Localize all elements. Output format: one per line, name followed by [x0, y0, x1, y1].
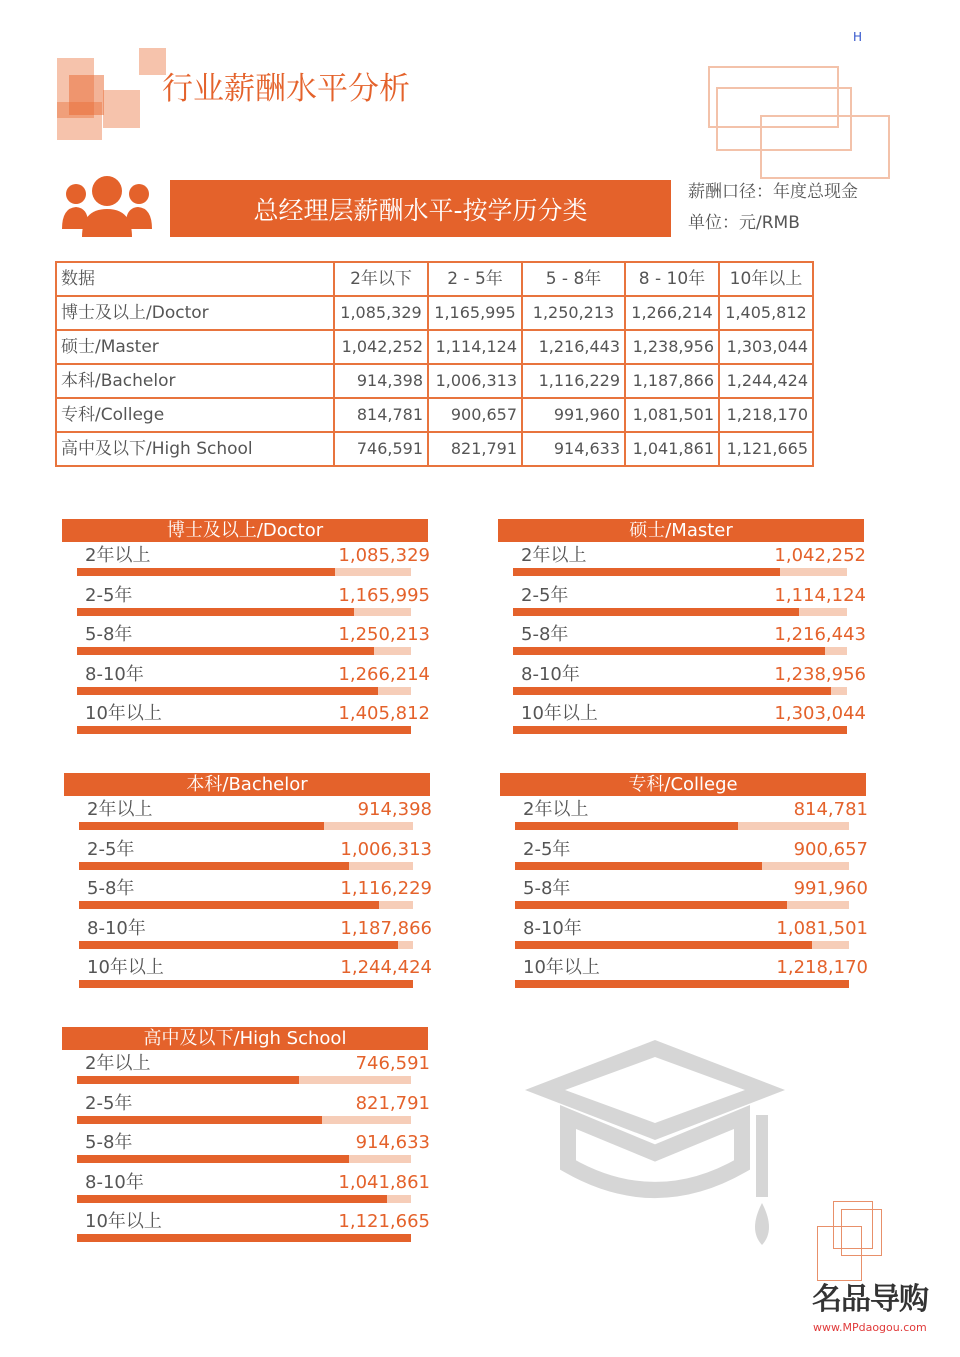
bar-track — [79, 822, 413, 830]
salary-basis-note: 薪酬口径：年度总现金 — [688, 182, 858, 202]
bar-fill — [513, 726, 847, 734]
brand-logo: 名品导购 — [812, 1282, 928, 1317]
bar-track — [513, 687, 847, 695]
education-panel — [62, 519, 428, 740]
bar-row — [62, 582, 428, 622]
bar-row — [498, 661, 864, 701]
value-cell: 914,633 — [522, 432, 625, 466]
bar-row — [62, 1208, 428, 1248]
bar-value: 1,085,329 — [338, 545, 430, 566]
header-cell: 5 - 8年 — [522, 262, 625, 296]
bar-fill — [79, 941, 398, 949]
education-cell: 本科/Bachelor — [56, 364, 334, 398]
bar-fill — [77, 1076, 299, 1084]
bar-label: 2-5年 — [523, 838, 571, 860]
bar-label: 5-8年 — [521, 624, 569, 645]
bar-row — [498, 700, 864, 740]
bar-fill — [77, 1195, 387, 1203]
bar-label: 8-10年 — [85, 1171, 144, 1193]
bar-fill — [513, 647, 825, 655]
value-cell: 1,218,170 — [719, 398, 813, 432]
value-cell: 914,398 — [334, 364, 428, 398]
bar-track — [513, 726, 847, 734]
bar-track — [77, 647, 411, 655]
bar-row — [500, 796, 866, 836]
education-panel — [500, 773, 866, 994]
education-cell: 硕士/Master — [56, 330, 334, 364]
bar-fill — [77, 687, 378, 695]
bar-fill — [77, 726, 411, 734]
value-cell: 1,006,313 — [428, 364, 522, 398]
people-icon — [60, 173, 154, 239]
bar-row — [500, 915, 866, 955]
bar-track — [77, 726, 411, 734]
bar-row — [62, 1090, 428, 1130]
bar-value: 1,218,170 — [776, 957, 868, 978]
bar-label: 5-8年 — [523, 878, 571, 899]
bar-value: 1,006,313 — [340, 838, 432, 860]
value-cell: 1,238,956 — [625, 330, 719, 364]
bar-fill — [77, 608, 354, 616]
bar-value: 1,081,501 — [776, 917, 868, 939]
bar-fill — [513, 568, 780, 576]
bar-row — [498, 621, 864, 661]
value-cell: 1,216,443 — [522, 330, 625, 364]
table-row — [56, 330, 813, 364]
bar-label: 10年以上 — [521, 703, 598, 724]
panel-title: 博士及以上/Doctor — [62, 519, 428, 542]
bar-label: 8-10年 — [87, 917, 146, 939]
bar-row — [500, 875, 866, 915]
bar-row — [500, 836, 866, 876]
bar-row — [62, 700, 428, 740]
brand-url[interactable]: www.MPdaogou.com — [813, 1321, 927, 1334]
panel-title: 专科/College — [500, 773, 866, 796]
bar-row — [498, 542, 864, 582]
bar-label: 8-10年 — [521, 663, 580, 685]
bar-track — [77, 1234, 411, 1242]
bar-row — [498, 582, 864, 622]
bar-row — [62, 1129, 428, 1169]
bar-row — [64, 836, 430, 876]
header-cell: 2年以下 — [334, 262, 428, 296]
bar-track — [515, 862, 849, 870]
bar-label: 2-5年 — [85, 584, 133, 606]
value-cell: 821,791 — [428, 432, 522, 466]
bar-label: 10年以上 — [85, 1211, 162, 1232]
page-marker: H — [853, 30, 863, 44]
bar-value: 1,121,665 — [338, 1211, 430, 1232]
value-cell: 1,244,424 — [719, 364, 813, 398]
bar-value: 1,405,812 — [338, 703, 430, 724]
bar-label: 8-10年 — [523, 917, 582, 939]
bar-value: 1,116,229 — [340, 878, 432, 899]
page-title: 行业薪酬水平分析 — [162, 71, 410, 107]
value-cell: 1,303,044 — [719, 330, 813, 364]
panel-title: 硕士/Master — [498, 519, 864, 542]
bar-fill — [515, 980, 849, 988]
value-cell: 1,116,229 — [522, 364, 625, 398]
bar-row — [64, 875, 430, 915]
table-row — [56, 398, 813, 432]
bar-track — [515, 941, 849, 949]
bar-fill — [79, 862, 349, 870]
table-row — [56, 432, 813, 466]
bar-value: 1,041,861 — [338, 1171, 430, 1193]
bar-value: 1,216,443 — [774, 624, 866, 645]
bar-label: 10年以上 — [523, 957, 600, 978]
bar-label: 2年以上 — [87, 799, 153, 820]
bar-label: 5-8年 — [85, 624, 133, 645]
unit-note: 单位：元/RMB — [688, 213, 800, 233]
bar-label: 5-8年 — [87, 878, 135, 899]
bar-fill — [77, 1234, 411, 1242]
value-cell: 746,591 — [334, 432, 428, 466]
bar-value: 914,398 — [357, 799, 432, 820]
bar-label: 2年以上 — [85, 545, 151, 566]
bar-fill — [513, 608, 799, 616]
value-cell: 1,250,213 — [522, 296, 625, 330]
bar-track — [513, 647, 847, 655]
bar-label: 2-5年 — [87, 838, 135, 860]
bar-label: 10年以上 — [85, 703, 162, 724]
salary-table — [55, 261, 814, 467]
bar-track — [513, 568, 847, 576]
value-cell: 1,405,812 — [719, 296, 813, 330]
bar-fill — [77, 1116, 322, 1124]
bar-value: 1,042,252 — [774, 545, 866, 566]
table-row — [56, 296, 813, 330]
value-cell: 1,165,995 — [428, 296, 522, 330]
bar-row — [62, 621, 428, 661]
bar-track — [77, 687, 411, 695]
bar-track — [77, 1195, 411, 1203]
header-cell: 10年以上 — [719, 262, 813, 296]
bar-value: 914,633 — [355, 1132, 430, 1153]
bar-label: 2-5年 — [85, 1092, 133, 1114]
bar-track — [77, 1116, 411, 1124]
education-panel — [64, 773, 430, 994]
bar-row — [64, 796, 430, 836]
bar-value: 746,591 — [355, 1053, 430, 1074]
bar-label: 10年以上 — [87, 957, 164, 978]
value-cell: 814,781 — [334, 398, 428, 432]
bar-fill — [79, 901, 379, 909]
bar-fill — [515, 862, 762, 870]
bar-label: 2-5年 — [521, 584, 569, 606]
bar-fill — [79, 822, 324, 830]
value-cell: 1,121,665 — [719, 432, 813, 466]
bar-value: 1,244,424 — [340, 957, 432, 978]
bar-track — [515, 822, 849, 830]
value-cell: 1,081,501 — [625, 398, 719, 432]
bar-track — [513, 608, 847, 616]
bar-value: 1,114,124 — [774, 584, 866, 606]
bar-track — [79, 901, 413, 909]
bar-label: 2年以上 — [85, 1053, 151, 1074]
header-cell: 2 - 5年 — [428, 262, 522, 296]
value-cell: 1,187,866 — [625, 364, 719, 398]
bar-value: 900,657 — [793, 838, 868, 860]
education-panel — [498, 519, 864, 740]
bar-row — [62, 1169, 428, 1209]
bar-track — [77, 568, 411, 576]
panel-title: 本科/Bachelor — [64, 773, 430, 796]
value-cell: 1,266,214 — [625, 296, 719, 330]
bar-track — [79, 862, 413, 870]
value-cell: 900,657 — [428, 398, 522, 432]
education-cell: 高中及以下/High School — [56, 432, 334, 466]
bar-row — [62, 661, 428, 701]
panel-title: 高中及以下/High School — [62, 1027, 428, 1050]
value-cell: 1,085,329 — [334, 296, 428, 330]
bar-fill — [513, 687, 831, 695]
bar-fill — [77, 1155, 349, 1163]
bar-value: 814,781 — [793, 799, 868, 820]
bar-value: 991,960 — [793, 878, 868, 899]
value-cell: 991,960 — [522, 398, 625, 432]
bar-value: 1,187,866 — [340, 917, 432, 939]
bar-row — [500, 954, 866, 994]
header-cell: 数据 — [56, 262, 334, 296]
education-cell: 博士及以上/Doctor — [56, 296, 334, 330]
bar-fill — [79, 980, 413, 988]
bar-row — [64, 954, 430, 994]
graduation-cap-icon — [520, 1035, 795, 1250]
bar-value: 821,791 — [355, 1092, 430, 1114]
bar-label: 8-10年 — [85, 663, 144, 685]
bar-track — [79, 980, 413, 988]
bar-row — [62, 542, 428, 582]
bar-fill — [515, 822, 738, 830]
bar-track — [77, 608, 411, 616]
value-cell: 1,041,861 — [625, 432, 719, 466]
bar-track — [79, 941, 413, 949]
education-panel — [62, 1027, 428, 1248]
bar-fill — [515, 901, 787, 909]
bar-track — [77, 1155, 411, 1163]
bar-track — [77, 1076, 411, 1084]
education-cell: 专科/College — [56, 398, 334, 432]
value-cell: 1,114,124 — [428, 330, 522, 364]
bar-label: 2年以上 — [523, 799, 589, 820]
bar-fill — [77, 647, 374, 655]
bar-value: 1,250,213 — [338, 624, 430, 645]
bar-fill — [515, 941, 812, 949]
bar-track — [515, 901, 849, 909]
bar-fill — [77, 568, 335, 576]
header-cell: 8 - 10年 — [625, 262, 719, 296]
bar-label: 2年以上 — [521, 545, 587, 566]
bar-row — [62, 1050, 428, 1090]
section-banner: 总经理层薪酬水平-按学历分类 — [170, 180, 671, 237]
bar-label: 5-8年 — [85, 1132, 133, 1153]
table-header-row — [56, 262, 813, 296]
bar-value: 1,266,214 — [338, 663, 430, 685]
bar-value: 1,238,956 — [774, 663, 866, 685]
bar-row — [64, 915, 430, 955]
table-row — [56, 364, 813, 398]
bar-value: 1,303,044 — [774, 703, 866, 724]
value-cell: 1,042,252 — [334, 330, 428, 364]
bar-track — [515, 980, 849, 988]
bar-value: 1,165,995 — [338, 584, 430, 606]
